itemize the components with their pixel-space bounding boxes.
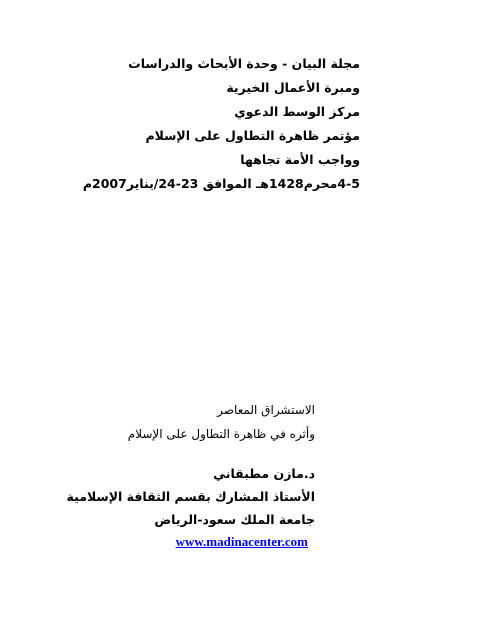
paper-subtitle: وأثره في ظاهرة التطاول على الإسلام (127, 427, 315, 441)
website-link[interactable]: www.madinacenter.com (175, 534, 308, 549)
conference-title-line: مؤتمر ظاهرة التطاول على الإسلام (145, 128, 360, 143)
conference-subtitle-line: وواجب الأمة تجاهها (240, 152, 360, 167)
paper-title: الاستشراق المعاصر (217, 403, 315, 417)
paper-title-block (75, 398, 315, 446)
charity-name-line: ومبرة الأعمال الخيرية (226, 80, 360, 95)
author-position: الأستاذ المشارك بقسم الثقافة الإسلامية (66, 489, 315, 504)
journal-name-line: مجلة البيان - وحدة الأبحاث والدراسات (128, 56, 360, 71)
conference-date-line: 4-5محرم1428هـ الموافق 23-24/يناير2007م (82, 176, 360, 191)
author-block (55, 462, 315, 531)
author-name: د.مازن مطبقاني (213, 466, 315, 481)
header-block (60, 52, 360, 196)
author-university: جامعة الملك سعود-الرياض (154, 512, 315, 527)
center-name-line: مركز الوسط الدعوي (234, 104, 360, 119)
